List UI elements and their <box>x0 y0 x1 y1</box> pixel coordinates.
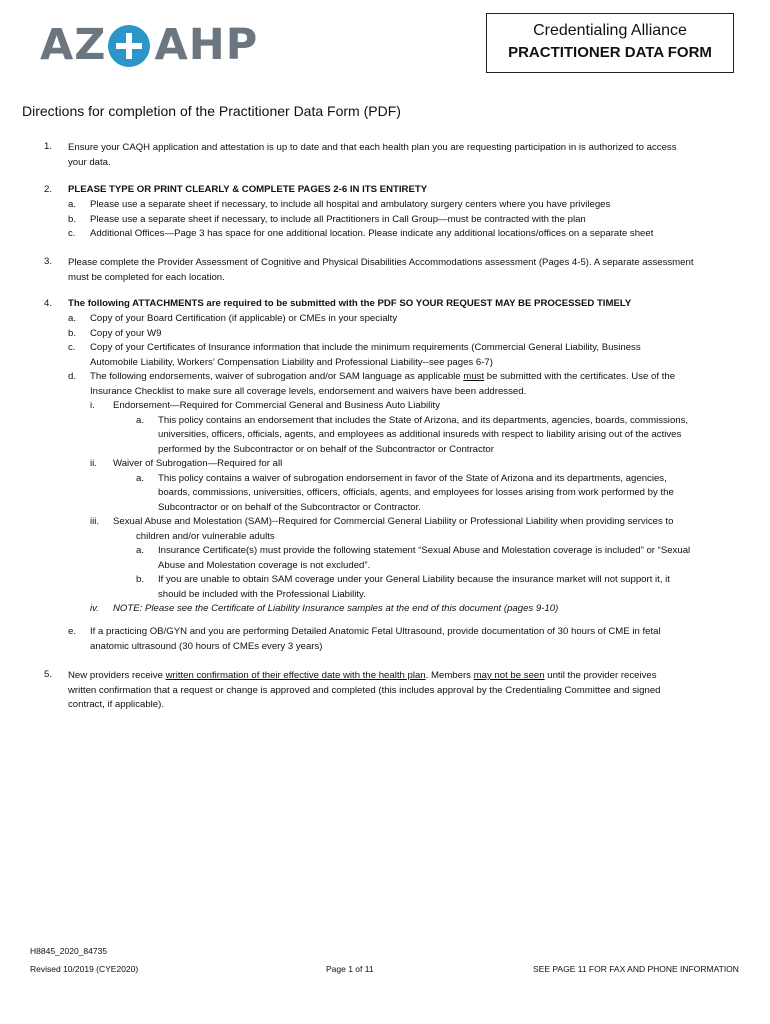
form-title: PRACTITIONER DATA FORM <box>508 44 712 61</box>
logo-left-text: AZ <box>40 20 107 70</box>
item-2b: b. Please use a separate sheet if necessary, to include all Practitioners in Call Group—must be contracted with the plan <box>68 213 586 225</box>
item-4d-i-a: a. This policy contains an endorsement that includes the State of Arizona, and its departments, agencies, boards, commissions, <box>136 414 689 426</box>
item-2a: a. Please use a separate sheet if necessary, to include all hospital and ambulatory surgery centers where you have privileges <box>68 199 611 210</box>
item-4d: d. The following endorsements, waiver of subrogation and/or SAM language as applicable must be submitted with the certificates. Use of the <box>68 371 676 382</box>
item-4d-ii-a: a. This policy contains a waiver of subrogation endorsement in favor of the State of Arizona and its departments, agencies, <box>136 472 667 484</box>
item-5-line-1: New providers receive written confirmation of their effective date with the health plan. Members may not be seen until the provider receives <box>68 670 657 681</box>
item-4d-i-a-line-3: performed by the Subcontractor or on behalf of the Subcontractor or Contractor <box>158 443 494 455</box>
item-2c: c. Additional Offices—Page 3 has space for one additional location. Please indicate any additional locations/offices on a separate sheet <box>68 228 654 239</box>
footer-fax-info: SEE PAGE 11 FOR FAX AND PHONE INFORMATION <box>533 964 739 974</box>
logo-right-text: AHP <box>154 20 259 70</box>
item-4d-iii: iii. Sexual Abuse and Molestation (SAM)--Required for Commercial General Liability or Professional Liability when providing services to <box>90 516 674 527</box>
item-4d-iii-a-line-2: Abuse and Molestation coverage is not excluded”. <box>158 559 371 571</box>
plus-circle-icon <box>108 25 150 67</box>
item-4e: e. If a practicing OB/GYN and you are performing Detailed Anatomic Fetal Ultrasound, provide documentation of 30 hours of CME in fetal anatomic ultrasound (30 hours of CMEs every 3 years) <box>68 626 661 652</box>
item-4d-iii-line-2: children and/or vulnerable adults <box>136 530 275 542</box>
item-4d-iii-b: b. If you are unable to obtain SAM coverage under your General Liability because the insurance market will not support it, it <box>136 574 670 585</box>
item-4d-ii-a-line-2: boards, commissions, universities, officers, officials, agents, and employees for losses arising from work performed by the <box>158 487 674 498</box>
item-number-1: 1. <box>44 141 53 152</box>
item-1-text <box>68 141 677 170</box>
item-4d-line-2: Insurance Checklist to make sure all coverage levels, endorsement and waivers have been addressed. <box>90 385 527 397</box>
footer-revised-date: Revised 10/2019 (CYE2020) <box>30 964 139 974</box>
item-4d-i: i. Endorsement—Required for Commercial General and Business Auto Liability <box>90 400 440 411</box>
az-ahp-logo <box>40 20 259 70</box>
item-4b: b. Copy of your W9 <box>68 327 162 339</box>
item-4a: a. Copy of your Board Certification (if applicable) or CMEs in your specialty <box>68 313 398 324</box>
item-4d-ii: ii. Waiver of Subrogation—Required for all <box>90 458 283 469</box>
item-4c-line-2: Automobile Liability, Workers’ Compensation Liability and Professional Liability--see pages 6-7) <box>90 356 493 368</box>
item-number-4: 4. <box>44 298 53 309</box>
item-4d-i-a-line-2: universities, officers, officials, agents, and employees as additional insureds with respect to liability arising out of the actives <box>158 429 682 440</box>
form-organization: Credentialing Alliance <box>533 22 687 39</box>
item-number-2: 2. <box>44 184 53 195</box>
item-2-sublist <box>68 198 653 242</box>
item-4d-iii-a: a. Insurance Certificate(s) must provide the following statement “Sexual Abuse and Molestation coverage is included” or “Sexual <box>136 545 691 556</box>
item-4c: c. Copy of your Certificates of Insurance information that include the minimum requirements (Commercial General Liability, Business <box>68 342 641 353</box>
item-4-sublist <box>68 312 748 617</box>
item-4-heading: The following ATTACHMENTS are required to be submitted with the PDF SO YOUR REQUEST MAY BE PROCESSED TIMELY <box>68 298 632 309</box>
item-4d-iii-b-line-2: should be included with the Professional Liability. <box>158 588 366 600</box>
item-4d-ii-a-line-3: Subcontractor or on behalf of the Subcontractor or Contractor. <box>158 501 421 513</box>
item-1-line-2: your data. <box>68 156 111 168</box>
form-title-box <box>486 13 734 73</box>
item-4d-iv-note: iv. NOTE: Please see the Certificate of Liability Insurance samples at the end of this document (pages 9-10) <box>90 603 559 614</box>
footer-page-number: Page 1 of 11 <box>326 964 374 974</box>
item-number-5: 5. <box>44 669 53 680</box>
item-1-line-1: Ensure your CAQH application and attestation is up to date and that each health plan you are requesting participation in is authorized to access <box>68 142 677 153</box>
item-number-3: 3. <box>44 256 53 267</box>
item-5-line-3: contract, if applicable). <box>68 699 164 710</box>
item-5-text <box>68 669 748 713</box>
item-5-line-2: written confirmation that a request or change is approved and completed (this includes approval by the Credentialing Committee and signed <box>68 684 661 696</box>
footer-form-code: H8845_2020_84735 <box>30 946 108 956</box>
item-3-line-1: Please complete the Provider Assessment of Cognitive and Physical Disabilities Accommodations assessment (Pages 4-5). A separate assessment <box>68 257 694 268</box>
directions-title: Directions for completion of the Practitioner Data Form (PDF) <box>22 103 401 119</box>
item-3-line-2: must be completed for each location. <box>68 271 225 283</box>
item-2-heading: PLEASE TYPE OR PRINT CLEARLY & COMPLETE PAGES 2-6 IN ITS ENTIRETY <box>68 184 428 195</box>
item-3-text <box>68 256 694 285</box>
